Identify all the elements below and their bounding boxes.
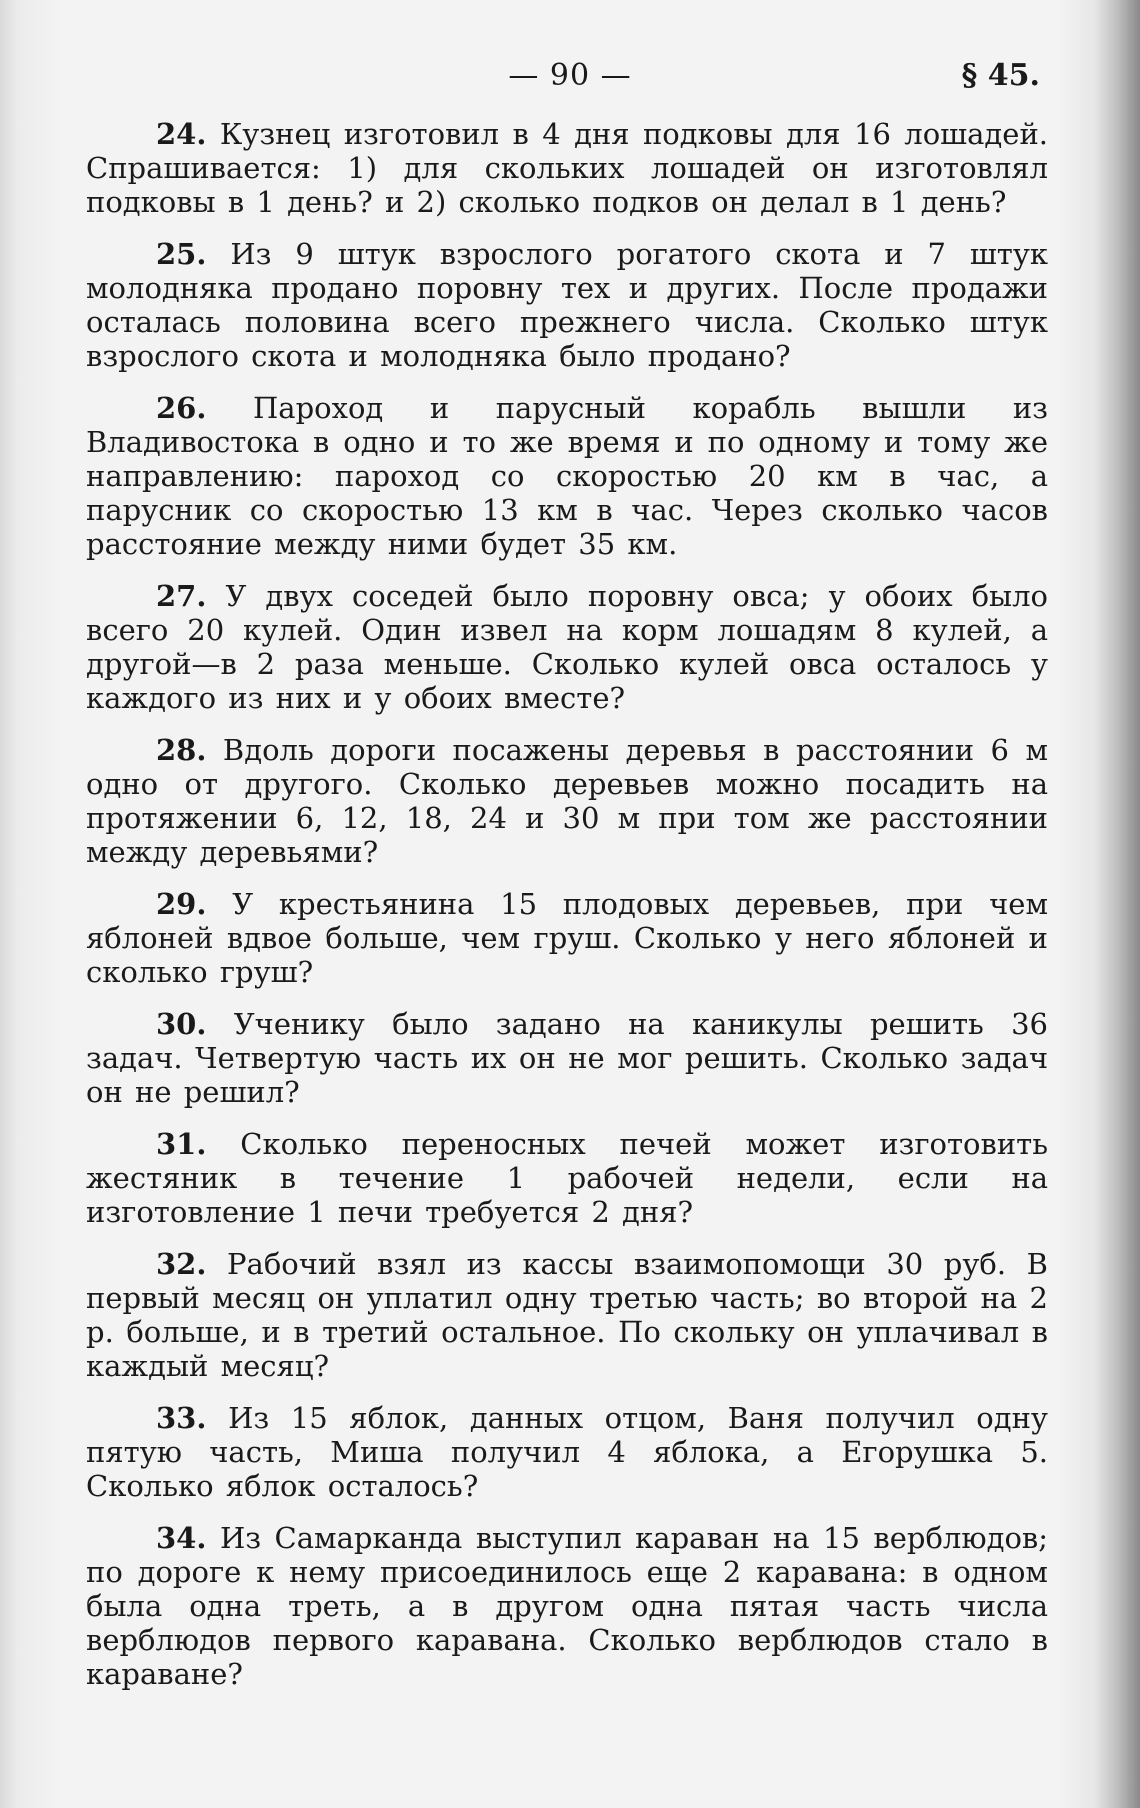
problem-number: 25.	[156, 237, 207, 271]
problem-number: 34.	[156, 1521, 207, 1555]
problem-34	[86, 1521, 1048, 1691]
page-header	[0, 52, 1140, 102]
problem-text: Ученику было задано на каникулы решить 36 задач. Четвертую часть их он не мог решить. Сколько задач он не решил?	[86, 1007, 1048, 1109]
problem-number: 33.	[156, 1401, 207, 1435]
problem-list	[86, 117, 1048, 1709]
problem-text: Из 15 яблок, данных отцом, Ваня получил одну пятую часть, Миша получил 4 яблока, а Егорушка 5. Сколько яблок осталось?	[86, 1401, 1048, 1503]
problem-text: Сколько переносных печей может изготовить жестяник в течение 1 рабочей недели, если на изготовление 1 печи требуется 2 дня?	[86, 1127, 1049, 1229]
problem-28	[86, 733, 1048, 869]
problem-text: Пароход и парусный корабль вышли из Владивостока в одно и то же время и по одному и тому же направлению: пароход со скоростью 20 км в час, а парусник со скоростью 13 км в час. Через сколько часов расстояние между ними будет 35 км.	[86, 391, 1049, 561]
problem-33	[86, 1401, 1048, 1503]
problem-27	[86, 579, 1048, 715]
problem-26	[86, 391, 1048, 561]
problem-number: 32.	[156, 1247, 207, 1281]
problem-text: Кузнец изготовил в 4 дня подковы для 16 лошадей. Спрашивается: 1) для скольких лошадей он изготовлял подковы в 1 день? и 2) сколько подков он делал в 1 день?	[86, 117, 1048, 219]
problem-32	[86, 1247, 1048, 1383]
problem-number: 27.	[156, 579, 207, 613]
page-number: — 90 —	[508, 58, 632, 93]
problem-24	[86, 117, 1048, 219]
problem-31	[86, 1127, 1048, 1229]
problem-29	[86, 887, 1048, 989]
section-mark: § 45.	[961, 58, 1040, 93]
problem-text: У двух соседей было поровну овса; у обоих было всего 20 кулей. Один извел на корм лошадям 8 кулей, а другой—в 2 раза меньше. Сколько кулей овса осталось у каждого из них и у обоих вместе?	[86, 579, 1049, 715]
problem-number: 29.	[156, 887, 207, 921]
problem-number: 30.	[156, 1007, 207, 1041]
problem-number: 26.	[156, 391, 207, 425]
problem-number: 24.	[156, 117, 207, 151]
problem-text: Вдоль дороги посажены деревья в расстоянии 6 м одно от другого. Сколько деревьев можно посадить на протяжении 6, 12, 18, 24 и 30 м при том же расстоянии между деревьями?	[86, 733, 1049, 869]
problem-text: Рабочий взял из кассы взаимопомощи 30 руб. В первый месяц он уплатил одну третью часть; во второй на 2 р. больше, и в третий остальное. По скольку он уплачивал в каждый месяц?	[86, 1247, 1048, 1383]
problem-30	[86, 1007, 1048, 1109]
problem-text: Из 9 штук взрослого рогатого скота и 7 штук молодняка продано поровну тех и других. После продажи осталась половина всего прежнего числа. Сколько штук взрослого скота и молодняка было продано?	[86, 237, 1049, 373]
problem-number: 28.	[156, 733, 207, 767]
problem-number: 31.	[156, 1127, 207, 1161]
problem-text: У крестьянина 15 плодовых деревьев, при чем яблоней вдвое больше, чем груш. Сколько у него яблоней и сколько груш?	[86, 887, 1048, 989]
problem-25	[86, 237, 1048, 373]
problem-text: Из Самарканда выступил караван на 15 верблюдов; по дороге к нему присоединилось еще 2 каравана: в одном была одна треть, а в другом одна пятая часть числа верблюдов первого каравана. Сколько верблюдов стало в караване?	[86, 1521, 1048, 1691]
